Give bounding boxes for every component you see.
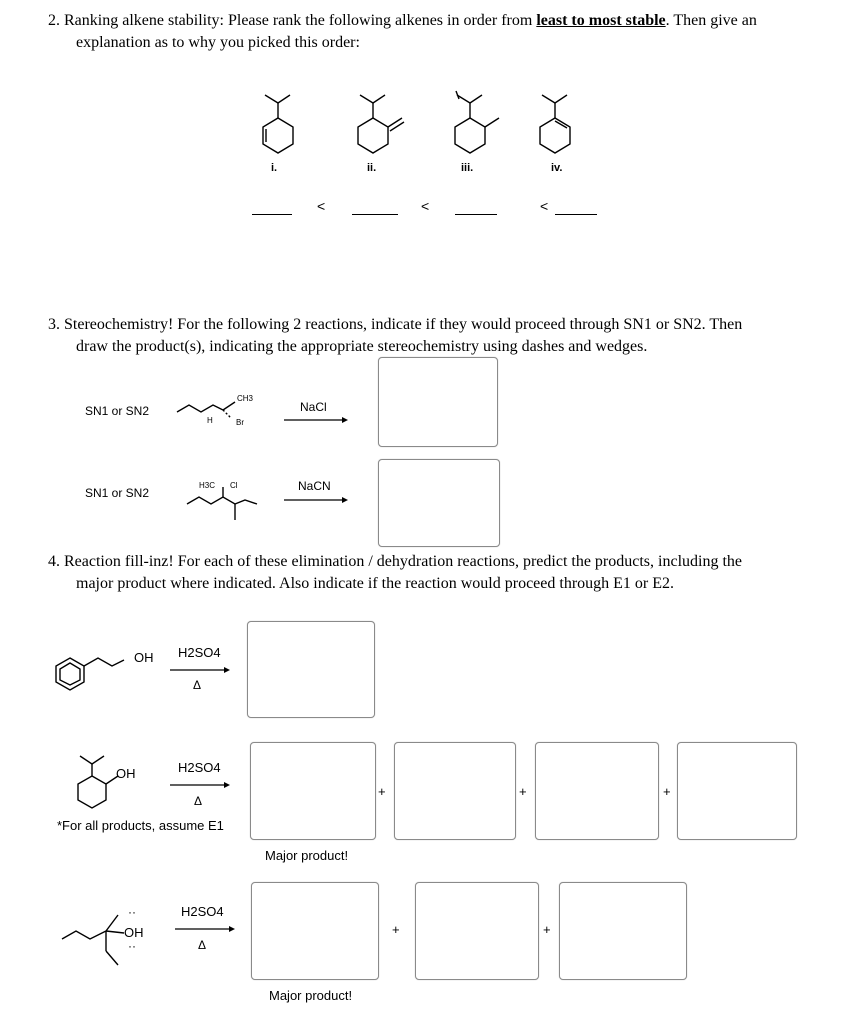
q4-rxn2-product-box-1[interactable] bbox=[250, 742, 376, 840]
q4-line1: 4. Reaction fill-inz! For each of these elimination / dehydration reactions, predict the products, including the bbox=[48, 553, 743, 570]
rank-blank-4[interactable] bbox=[555, 200, 597, 215]
label-iv: iv. bbox=[551, 162, 563, 174]
q4-rxn3-product-box-1[interactable] bbox=[251, 882, 379, 980]
alkene-iii bbox=[455, 91, 499, 153]
q4-rxn2-reagent: H2SO4 bbox=[178, 760, 221, 775]
q4-rxn3-heat: Δ bbox=[198, 938, 207, 952]
q4-rxn3-product-box-3[interactable] bbox=[559, 882, 687, 980]
q4-rxn1-reagent: H2SO4 bbox=[178, 645, 221, 660]
q2-emphasis: least to most stable bbox=[536, 12, 666, 29]
q4-rxn2-product-box-2[interactable] bbox=[394, 742, 516, 840]
q4-rxn3-product-box-2[interactable] bbox=[415, 882, 539, 980]
rxn1-br: Br bbox=[236, 418, 244, 427]
q4-rxn1-oh: OH bbox=[134, 650, 154, 665]
q2-text-before: Ranking alkene stability: Please rank the following alkenes in order from bbox=[64, 12, 533, 29]
q2-text-after: . Then give an bbox=[665, 12, 757, 29]
rxn2-product-box[interactable] bbox=[378, 459, 500, 547]
alkene-iv bbox=[540, 95, 570, 153]
rank-blank-1[interactable] bbox=[252, 200, 292, 215]
q4-rxn1-product-box[interactable] bbox=[247, 621, 375, 718]
rxn1-ch3: CH3 bbox=[237, 394, 254, 403]
q4-rxn2-major-label: Major product! bbox=[265, 848, 349, 863]
rank-blank-3[interactable] bbox=[455, 200, 497, 215]
plus-sign: + bbox=[663, 784, 671, 799]
alkene-i bbox=[263, 95, 293, 153]
lt-symbol-1: < bbox=[317, 198, 326, 214]
plus-sign: + bbox=[519, 784, 527, 799]
q2-number: 2. bbox=[48, 12, 60, 29]
q4-rxn2-product-box-3[interactable] bbox=[535, 742, 659, 840]
rxn1-choice[interactable]: SN1 or SN2 bbox=[85, 404, 150, 418]
rxn2-h3c: H3C bbox=[199, 481, 216, 490]
q3-line2: draw the product(s), indicating the appropriate stereochemistry using dashes and wedges. bbox=[76, 338, 648, 355]
q4-line2: major product where indicated. Also indicate if the reaction would proceed through E1 or E2. bbox=[76, 575, 675, 592]
question-4-text bbox=[48, 551, 742, 595]
rxn2-choice[interactable]: SN1 or SN2 bbox=[85, 486, 150, 500]
q4-rxn3-lone-pair-top: ·· bbox=[128, 905, 136, 919]
q4-rxn2-substrate bbox=[60, 752, 130, 812]
q4-rxn3-arrow bbox=[175, 925, 235, 933]
rxn2-reagent: NaCN bbox=[298, 479, 331, 493]
q4-rxn2-product-box-4[interactable] bbox=[677, 742, 797, 840]
lt-symbol-2: < bbox=[421, 198, 430, 214]
plus-sign: + bbox=[392, 922, 400, 937]
q2-line2: explanation as to why you picked this order: bbox=[76, 34, 360, 51]
q4-rxn3-major-label: Major product! bbox=[269, 988, 353, 1003]
question-2-text bbox=[48, 10, 757, 54]
label-i: i. bbox=[271, 162, 278, 174]
q4-rxn2-note: *For all products, assume E1 bbox=[57, 818, 224, 833]
rank-blank-2[interactable] bbox=[352, 200, 398, 215]
plus-sign: + bbox=[543, 922, 551, 937]
q4-rxn2-oh: OH bbox=[116, 766, 136, 781]
question-3-text bbox=[48, 314, 742, 358]
rxn1-reagent: NaCl bbox=[300, 400, 327, 414]
rxn2-arrow bbox=[284, 496, 348, 504]
rxn1-arrow bbox=[284, 416, 348, 424]
label-iii: iii. bbox=[461, 162, 474, 174]
q4-rxn2-arrow bbox=[170, 781, 230, 789]
rxn2-cl: Cl bbox=[230, 481, 238, 490]
q4-rxn1-arrow bbox=[170, 666, 230, 674]
q4-rxn1-heat: Δ bbox=[193, 678, 202, 692]
alkene-ii bbox=[358, 95, 404, 153]
alkene-structures bbox=[250, 90, 610, 170]
q4-rxn3-reagent: H2SO4 bbox=[181, 904, 224, 919]
plus-sign: + bbox=[378, 784, 386, 799]
q4-rxn1-substrate bbox=[52, 650, 142, 695]
rxn1-h: H bbox=[207, 416, 213, 425]
label-ii: ii. bbox=[367, 162, 377, 174]
rxn1-product-box[interactable] bbox=[378, 357, 498, 447]
q3-line1: 3. Stereochemistry! For the following 2 reactions, indicate if they would proceed through SN1 or SN2. Then bbox=[48, 316, 743, 333]
lt-symbol-3: < bbox=[540, 198, 549, 214]
q4-rxn3-lone-pair-bottom: ·· bbox=[128, 939, 136, 953]
q4-rxn3-oh: OH bbox=[124, 925, 144, 940]
q4-rxn2-heat: Δ bbox=[194, 794, 203, 808]
rxn2-substrate bbox=[185, 482, 265, 527]
